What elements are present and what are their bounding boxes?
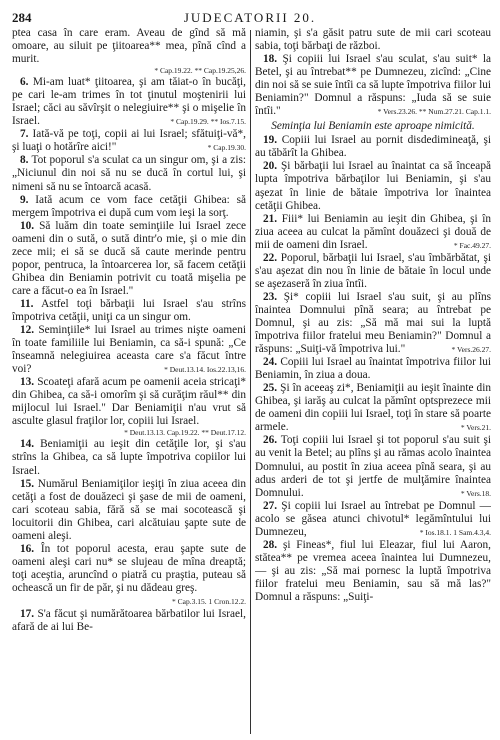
verse [12, 298, 246, 324]
verse-text: Beniamiţii au ieşit din cetăţile lor, şi s'au strîns la Ghibea, ca să lupte împotriva copiilor lui Israel. [12, 438, 246, 477]
verse-number: 27. [263, 499, 278, 512]
cross-reference: * Fac.49.27. [453, 240, 491, 250]
verse-number: 10. [20, 219, 35, 232]
verse-text: Scoateţi afară acum pe oamenii aceia stricaţi* din Ghibea, ca să-i omorîm şi să curăţim răul** din mijlocul lui Israel." Dar Beniamiţii n'au vrut să asculte glasul fraţilor lor, copiii lui Israel. [12, 376, 246, 428]
verse [255, 291, 491, 356]
verse-number: 18. [263, 53, 278, 66]
cross-reference: * Cap.3.15. 1 Cron.12.2. [172, 596, 246, 606]
verse-text: Astfel toţi bărbaţii lui Israel s'au strîns împotriva cetăţii, uniţi ca un singur om. [12, 297, 246, 323]
verse [255, 382, 491, 434]
verse [255, 434, 491, 499]
verse-number: 7. [20, 128, 29, 141]
cross-reference: * Ios.18.1. 1 Sam.4.3,4. [419, 527, 491, 537]
verse-continuation [255, 27, 491, 53]
verse [255, 213, 491, 252]
page-number: 284 [12, 10, 32, 25]
verse-text: Şi bărbaţii lui Israel au înaintat ca să înceapă lupta împotriva bărbaţilor lui Beniamin, şi s'au aşezat în linie de bătaie împotriva lor înaintea cetăţii Ghibea. [255, 160, 491, 212]
verse [12, 220, 246, 298]
verse-number: 11. [20, 297, 34, 310]
verse-text: În tot poporul acesta, erau şapte sute de oameni aleşi cari nu* se slujeau de mîna dreaptă; toţi aceştia, aruncînd o piatră cu praştia, puteau să ochească un fir de păr, şi nu dădeau greş. [12, 542, 246, 594]
verse [12, 438, 246, 477]
verse-text: Iată acum ce vom face cetăţii Ghibea: să mergem împotriva ei după cum vom ieşi la sorţ. [12, 193, 246, 219]
column-divider [250, 30, 251, 734]
verse [255, 252, 491, 291]
verse-text: Tot poporul s'a sculat ca un singur om, şi a zis: „Niciunul din noi să nu se ducă în cortul lui, şi nimeni să nu se întoarcă acasă. [12, 154, 246, 193]
verse [12, 608, 246, 634]
verse-number: 28. [263, 538, 278, 551]
verse [255, 356, 491, 382]
verse-text: Toţi copiii lui Israel şi tot poporul s'au suit şi au venit la Betel; au plîns şi au rămas acolo înaintea Domnului, au postit în ziua aceea pînă seara, şi au adus arderi de tot şi jertfe de mulţămire înaintea Domnului. [255, 434, 491, 499]
verse-number: 25. [263, 382, 278, 395]
verse [12, 324, 246, 376]
left-column [12, 27, 246, 733]
verse-text: Iată-vă pe toţi, copii ai lui Israel; sfătuiţi-vă*, şi luaţi o hotărîre aici!" [12, 128, 246, 154]
verse-text: şi Fineas*, fiul lui Eleazar, fiul lui Aaron, stătea** pe vremea aceea înaintea lui Dumnezeu, — şi au zis: „Să mai pornesc la luptă împotriva fiilor fratelui meu Beniamin, sau să mă las?" Domnul a răspuns: „Suiţi- [255, 538, 491, 603]
verse-text: Copiii lui Israel au înaintat împotriva fiilor lui Beniamin, în ziua a doua. [255, 356, 491, 382]
verse-number: 23. [263, 290, 278, 303]
verse-number: 16. [20, 542, 35, 555]
verse-number: 9. [20, 193, 29, 206]
verse-text: Seminţiile* lui Israel au trimes nişte oameni în toate familiile lui Beniamin, ca să-i spună: „Ce înseamnă nelegiuirea aceasta care s'a făcut între voi? [12, 324, 246, 376]
verse-number: 21. [263, 212, 278, 225]
verse-text: Numărul Beniamiţilor ieşiţi în ziua aceea din cetăţi a fost de douăzeci şi şase de mii de oameni, cari scoteau sabia, fără să se mai socotească şi locuitorii din Ghibea, cari alcătuiau şapte sute de oameni aleşi. [12, 477, 246, 542]
cross-reference: * Cap.19.22. ** Cap.19.25,26. [154, 66, 246, 76]
verse [12, 478, 246, 543]
verse-number: 26. [263, 434, 278, 447]
verse-number: 19. [263, 134, 278, 147]
verse [255, 134, 491, 160]
verse-text: Fiii* lui Beniamin au ieşit din Ghibea, şi în ziua aceea au culcat la pămînt douăzeci şi două de mii de oameni din Israel. [255, 212, 491, 251]
verse-number: 13. [20, 376, 35, 389]
verse [255, 500, 491, 539]
verse-number: 8. [20, 154, 29, 167]
cross-reference: * Vers.21. [460, 423, 491, 433]
verse-continuation [12, 27, 246, 66]
book-title: JUDECATORII 20. [183, 10, 317, 25]
verse-number: 20. [263, 160, 278, 173]
verse [12, 194, 246, 220]
verse [12, 154, 246, 193]
cross-reference: * Vers.18. [460, 488, 491, 498]
verse [12, 543, 246, 608]
verse-text: Şi în aceeaş zi*, Beniamiţii au ieşit înainte din Ghibea, şi iarăş au culcat la pămînt optsprezece mii de oameni din copiii lui Israel, toţi în stare să poarte armele. [255, 382, 491, 434]
verse-number: 15. [20, 477, 35, 490]
verse-text: Mi-am luat* ţiitoarea, şi am tăiat-o în bucăţi, pe cari le-am trimes în tot ţinutul moştenirii lui Israel; căci au săvîrşit o nelegiuire** şi o mişelie în Israel. [12, 76, 246, 128]
verse-text: Şi* copiii lui Israel s'au suit, şi au plîns înaintea Domnului pînă seara; au întrebat pe Domnul, şi au zis: „Să mă mai sui la luptă împotriva fiilor fratelui meu Beniamin?" Domnul a răspuns: „Suiţi-vă împotriva lui." [255, 290, 491, 356]
verse-number: 24. [263, 356, 278, 369]
verse-text: Poporul, bărbaţii lui Israel, s'au îmbărbătat, şi s'au aşezat din nou în linie de bătaie în locul unde se aşezaseră în ziua întîi. [255, 251, 491, 290]
reference-line [12, 428, 246, 438]
verse-text: Şi copiii lui Israel au întrebat pe Domnul — acolo se găsea atunci chivotul* legămîntului lui Dumnezeu, [255, 499, 491, 538]
cross-reference: * Cap.19.29. ** Ios.7.15. [170, 117, 246, 127]
verse [12, 76, 246, 128]
verse-number: 6. [20, 76, 29, 89]
reference-line [12, 66, 246, 76]
verse-number: 14. [20, 438, 35, 451]
verse-text: ptea casa în care eram. Aveau de gînd să mă omoare, au siluit pe ţiitoarea** mea, pînă cînd a murit. [12, 27, 246, 66]
verse-text: S'a făcut şi numărătoarea bărbatilor lui Israel, afară de ai lui Be- [12, 608, 246, 634]
verse-number: 17. [20, 608, 35, 621]
verse-text: Să luăm din toate seminţiile lui Israel zece oameni din o sută, o sută dintr'o mie, şi o mie din zece mii; ei să se ducă să caute merinde pentru popor, pentruca, la întoarcerea lor, să facem cetăţii Ghibea din Beniamin potrivit cu toată mişelia pe care a făcut-o ea în Israel." [12, 219, 246, 297]
verse-text: Şi copiii lui Israel s'au sculat, s'au suit* la Betel, şi au întrebat** pe Dumnezeu, zicînd: „Cine din noi să se suie întîi ca să lupte împotriva fiilor lui Beniamin?" Domnul a răspuns: „Iuda să se suie întîi." [255, 53, 491, 118]
cross-reference: * Vers.26.27. [451, 345, 491, 355]
verse [255, 53, 491, 118]
verse-text: niamin, şi s'a găsit patru sute de mii cari scoteau sabia, toţi bărbaţi de război. [255, 27, 491, 53]
cross-reference: * Cap.19.30. [207, 143, 246, 153]
verse [12, 128, 246, 154]
verse-number: 12. [20, 324, 35, 337]
cross-reference: * Deut.13.13. Cap.19.22. ** Deut.17.12. [124, 428, 246, 438]
cross-reference: * Deut.13.14. Ios.22.13,16. [164, 365, 246, 375]
verse-number: 22. [263, 251, 278, 264]
right-column [255, 27, 491, 733]
verse [255, 539, 491, 604]
verse [255, 160, 491, 212]
verse-text: Copiii lui Israel au pornit disdedimineaţă, şi au tăbărît la Ghibea. [255, 134, 491, 160]
section-heading: Seminţia lui Beniamin este aproape nimicită. [271, 120, 475, 133]
verse [12, 376, 246, 428]
cross-reference: * Vers.23.26. ** Num.27.21. Cap.1.1. [377, 107, 491, 117]
